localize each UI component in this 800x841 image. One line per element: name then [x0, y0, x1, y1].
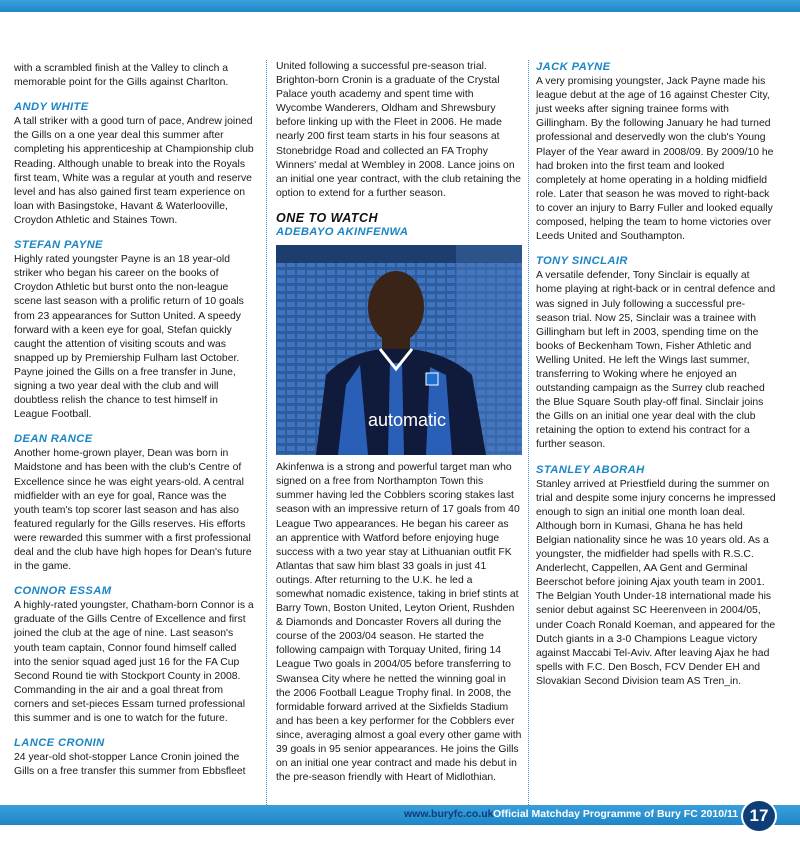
shirt-sponsor-text: automatic [368, 410, 447, 431]
player-heading-dean-rance: DEAN RANCE [14, 433, 93, 446]
player-bio-stefan-payne: Highly rated youngster Payne is an 18 year-old striker who began his career on the books of Croydon Athletic but burst onto the non-league scene last season with a prolific return of 10 goals from 23 appearances for Sutton United. A speedy forward with a keen eye for goal, Stefan quickly caught the attention of visiting scouts and was snapped up by Premiership Fulham last October. Payne joined the Gills on a free transfer in June, signing a two year deal with the club and will doubtless relish the chance to test himself in League Football. [14, 254, 244, 421]
footer-website-link[interactable]: www.buryfc.co.uk [404, 808, 494, 820]
player-heading-stanley-aborah: STANLEY ABORAH [536, 463, 645, 476]
player-heading-jack-payne: JACK PAYNE [536, 61, 611, 73]
player-photo [276, 245, 522, 455]
player-bio-connor-essam: A highly-rated youngster, Chatham-born Connor is a graduate of the Gills Centre of Excellence and first joined the club at the age of nine. Last season's youth team captain, Connor found himself called into the senior squad aged just 16 for the FA Cup Second Round tie with Stockport County in 2008. Commanding in the air and a goal threat from corners and set-pieces Essam turned professional this summer and is one to watch for the future. [14, 600, 254, 725]
footer-programme-title: Official Matchday Programme of Bury FC 2010/11 [493, 808, 739, 820]
continued-text: United following a successful pre-season trial. Brighton-born Cronin is a graduate of the Crystal Palace youth academy and spent time with Wycombe Wanderers, Oldham and Shrewsbury before linking up with the Fleet in 2006. He made nearly 200 first team starts in his four seasons at Stonebridge Road and collected an FA Trophy Winners' medal at Wembley in 2008. Lance joins on an initial one year contract, with the club retaining the option to extend for a further season. [276, 61, 521, 199]
column-divider [528, 60, 529, 805]
player-bio-jack-payne: A very promising youngster, Jack Payne made his league debut at the age of 16 against Chester City, just weeks after signing trainee forms with Gillingham. By the following January he had turned professional and deservedly won the club's Young Player of the Year award in 2008/09. By 2009/10 he had broken into the first team and looked completely at home operating in a holding midfield role. Later that season he was moved to right-back to cover an injury to Barry Fuller and looked equally composed, helping the team to home victories over Leeds United and Southampton. [536, 76, 774, 243]
column-divider [266, 60, 267, 805]
player-heading-tony-sinclair: TONY SINCLAIR [536, 255, 628, 268]
player-heading-lance-cronin: LANCE CRONIN [14, 737, 105, 750]
continued-text: with a scrambled finish at the Valley to clinch a memorable point for the Gills against Charlton. [14, 63, 229, 89]
player-bio-stanley-aborah: Stanley arrived at Priestfield during the summer on trial and despite some injury concerns he impressed enough to sign an initial one month loan deal. Although born in Kumasi, Ghana he has held Belgian nationality since he was 10 years old. As a youngster, the midfielder had spells with R.S.C. Anderlecht, Cappellen, AA Gent and Germinal Beerschot before joining Ajax youth team in 2001. The Belgian Youth Under-18 international made his senior debut against SC Heerenveen in 2004/05, under Coach Ronald Koeman, and appeared for the Dutch giants in a 3-0 Champions League victory against Maccabi Tel-Aviv. After leaving Ajax he had spells with F.C. Den Bosch, FCV Dender EH and Slovakian Second Division team AS Tren_in. [536, 478, 776, 687]
player-bio-tony-sinclair: A versatile defender, Tony Sinclair is equally at home playing at right-back or in central defence and was signed in July following a successful pre-season trial. Now 25, Sinclair was a trainee with Gillingham but left in 2003, spending time on the books of Beckenham Town, Fisher Athletic and Welling United. He left the Wings last summer, transferring to Woking where he enjoyed an outstanding campaign as the Surrey club reached the Blue Square South play-off final. Sinclair joins the Gills on an initial one year deal with the club retaining the option to extend his contract for a further season. [536, 270, 776, 451]
player-heading-stefan-payne: STEFAN PAYNE [14, 239, 103, 252]
one-to-watch-bio: Akinfenwa is a strong and powerful target man who signed on a free from Northampton Town this summer having led the Cobblers scoring stakes last season with an impressive return of 17 goals from 40 League Two appearances. He began his career as an apprentice with Watford before enjoying huge success with a two year stay at Lithuanian outfit FK Atlantas that saw him blast 33 goals in just 41 outings. After returning to the U.K. he led a somewhat nomadic existence, taking in brief stints at Barry Town, Boston United, Leyton Orient, Rushden & Diamonds and Doncaster Rovers all during the course of the 2003/04 season. He started the following campaign with Torquay United, firing 14 League Two goals in 2004/05 before transferring to Swansea City where he netted the winning goal in the 2006 Football League Trophy final. In 2008, the formidable forward arrived at the Sixfields Stadium and has been a key performer for the Cobblers ever since, averaging almost a goal every other game with 39 goals in 95 senior appearances. He joins the Gills on an initial one year contract and made his debut in the pre-season friendly with Heart of Midlothian. [276, 462, 522, 784]
player-bio-dean-rance: Another home-grown player, Dean was born in Maidstone and has been with the club's Centre of Excellence since he was eight years-old. A central midfielder with an eye for goal, Rance was the youth team's top scorer last season and has also featured regularly for the Gills reserves. His efforts were rewarded this summer with a first professional deal and the club have high hopes for Dean's future in the game. [14, 448, 252, 573]
column-right [536, 60, 776, 689]
column-left [14, 62, 254, 779]
column-middle [276, 60, 522, 785]
player-heading-connor-essam: CONNOR ESSAM [14, 585, 112, 598]
player-heading-andy-white: ANDY WHITE [14, 101, 89, 114]
page-number-badge: 17 [741, 799, 777, 833]
one-to-watch-player-name: ADEBAYO AKINFENWA [276, 226, 409, 239]
one-to-watch-heading: ONE TO WATCH [276, 210, 379, 225]
player-bio-lance-cronin: 24 year-old shot-stopper Lance Cronin joined the Gills on a free transfer this summer from Ebbsfleet [14, 752, 246, 778]
top-color-bar [0, 0, 800, 12]
player-bio-andy-white: A tall striker with a good turn of pace, Andrew joined the Gills on a one year deal this summer after completing his apprenticeship at Championship club Reading. Although unable to break into the Royals first team, White was a regular at youth and reserve level and has also gained first team experience on loan with Basingstoke, Havant & Waterlooville, Croydon Athletic and Staines Town. [14, 116, 254, 226]
